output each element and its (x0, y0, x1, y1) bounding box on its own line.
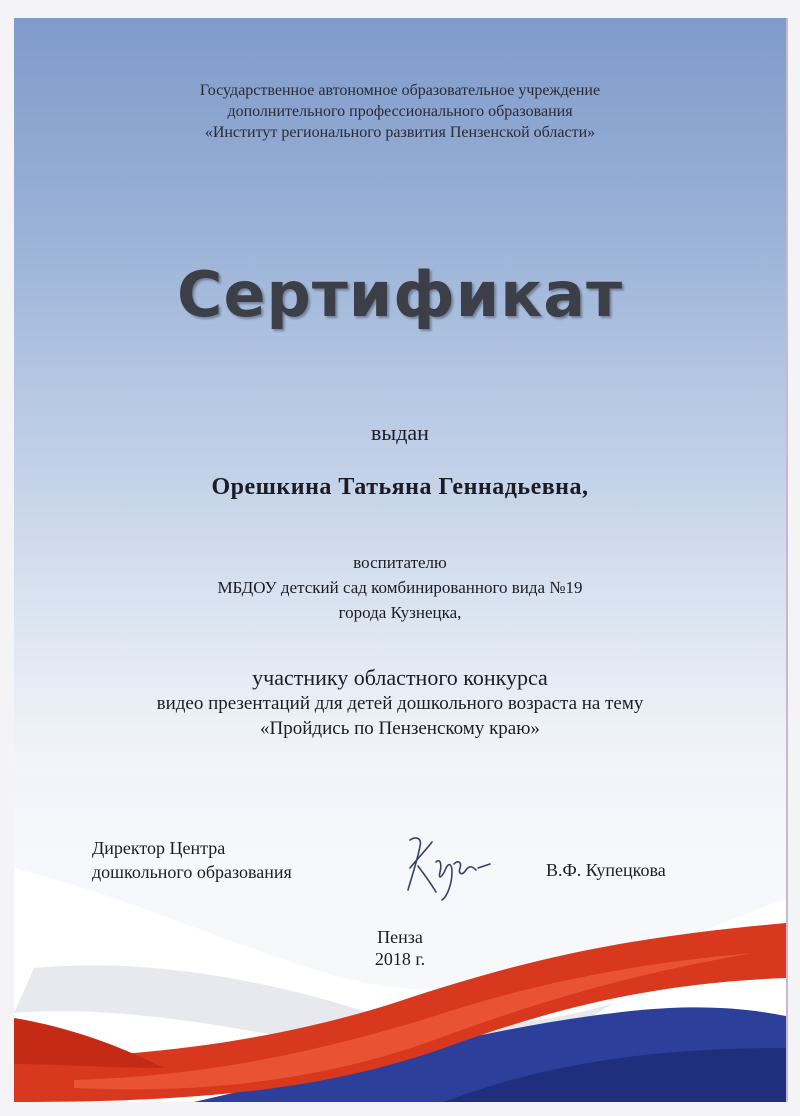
issued-label: выдан (371, 420, 429, 445)
recipient-name: Орешкина Татьяна Геннадьевна, (211, 474, 589, 500)
contest-line-2: видео презентаций для детей дошкольного возраста на тему (156, 693, 644, 714)
organization-line-1: Государственное автономное образовательное учреждение (199, 82, 601, 99)
certificate-title: Сертификат (176, 258, 624, 331)
organization-line-3: «Институт регионального развития Пензенской области» (204, 124, 596, 141)
organization-header (14, 80, 786, 143)
signatory-title (92, 836, 292, 884)
certificate-sheet (14, 18, 788, 1102)
place-city: Пенза (377, 927, 423, 947)
signatory-title-line-1: Директор Центра (92, 838, 226, 858)
signatory-name: В.Ф. Купецкова (546, 860, 666, 880)
recipient-role (14, 550, 786, 625)
organization-line-2: дополнительного профессионального образования (227, 103, 573, 120)
issue-year: 2018 г. (374, 949, 426, 969)
contest-line-3: «Пройдись по Пензенскому краю» (260, 718, 540, 739)
contest-description (14, 664, 786, 741)
role-position: воспитателю (353, 553, 447, 572)
contest-line-1: участнику областного конкурса (252, 665, 548, 690)
role-city: города Кузнецка, (338, 603, 462, 622)
role-institution: МБДОУ детский сад комбинированного вида №19 (217, 578, 583, 597)
place-and-date (14, 926, 786, 970)
handwritten-signature (396, 828, 506, 908)
signatory-title-line-2: дошкольного образования (92, 862, 292, 882)
